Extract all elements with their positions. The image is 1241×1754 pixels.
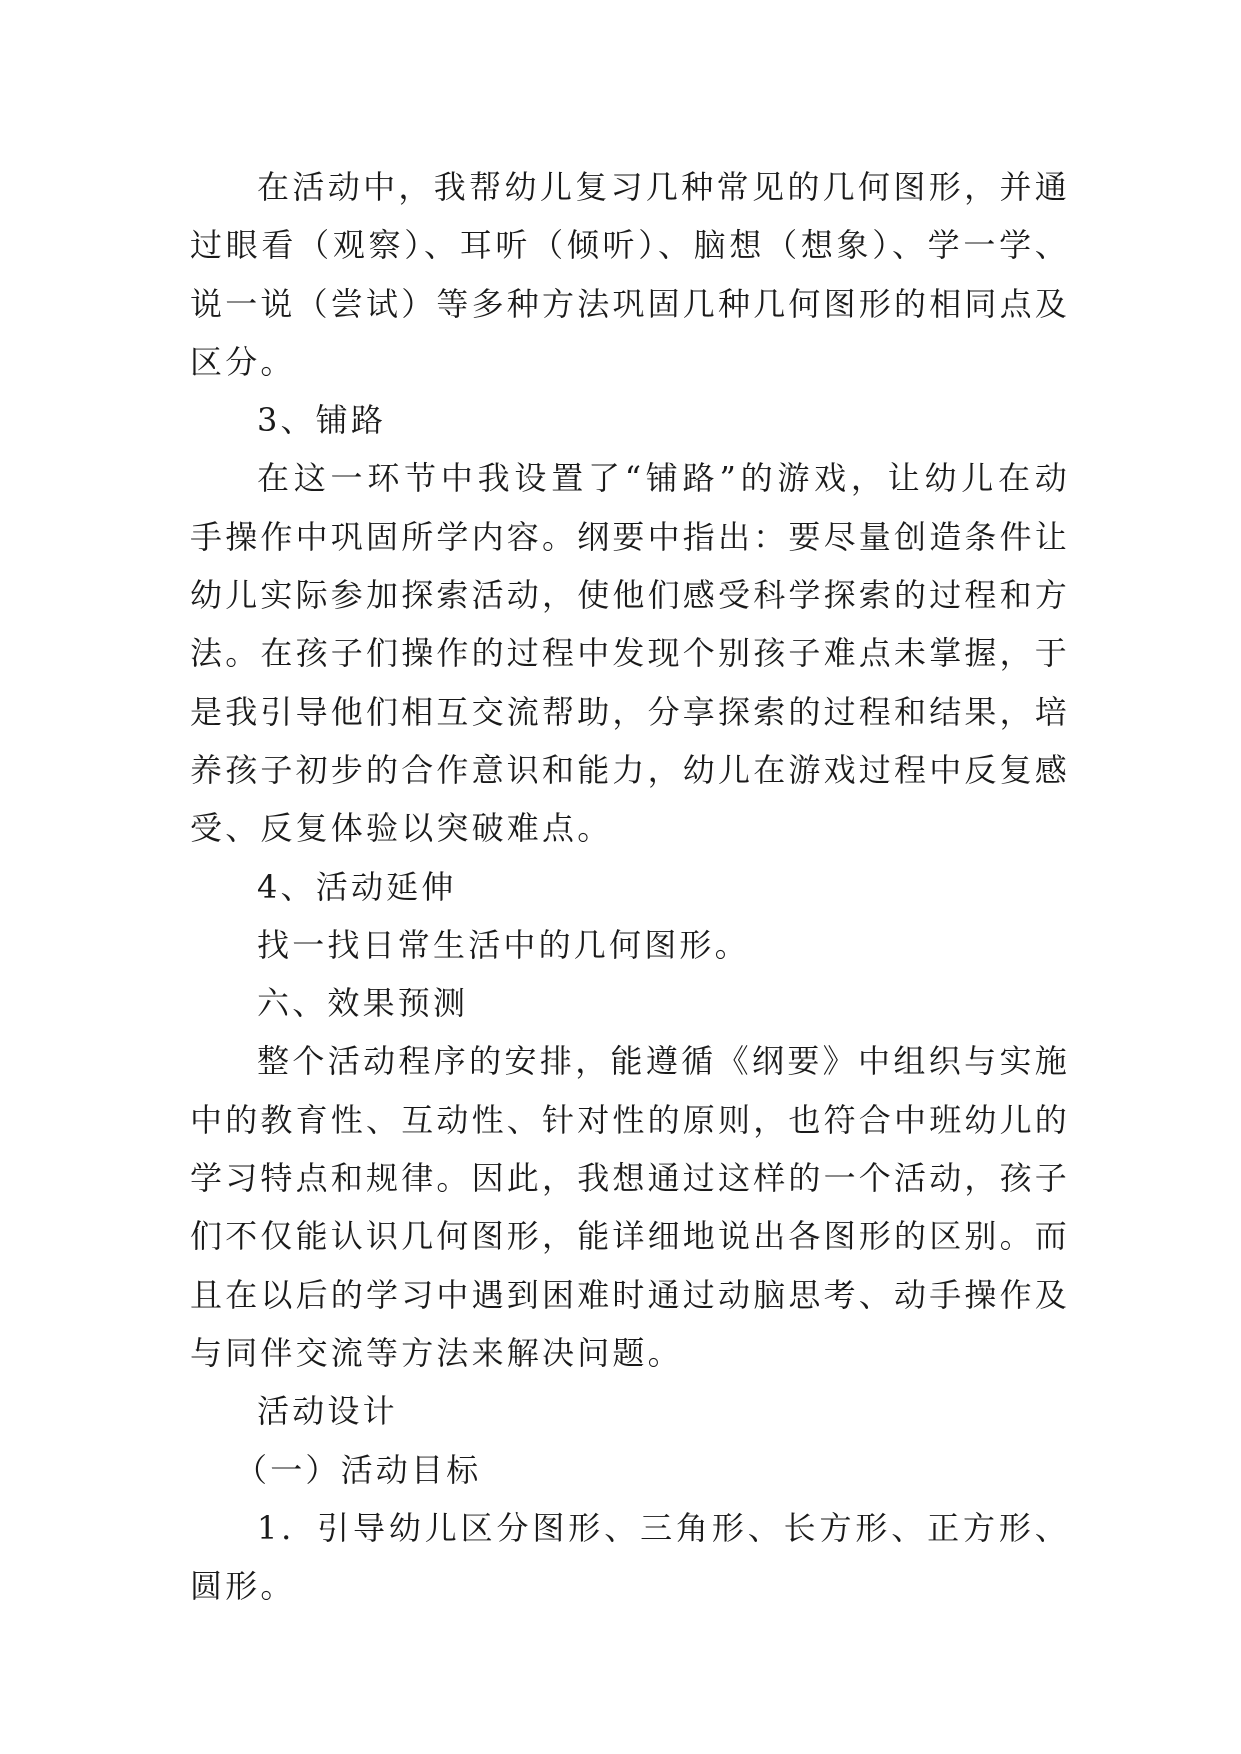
document-body xyxy=(190,158,1070,1615)
paragraph-goal-1: 1．引导幼儿区分图形、三角形、长方形、正方形、圆形。 xyxy=(190,1508,1070,1606)
paragraph-extension: 找一找日常生活中的几何图形。 xyxy=(257,925,750,964)
section-heading-activity-design: 活动设计 xyxy=(257,1392,398,1431)
section-heading-activity-goals: （一）活动目标 xyxy=(235,1450,482,1489)
section-heading-extension: 4、活动延伸 xyxy=(257,867,457,906)
paragraph-review-shapes: 在活动中，我帮幼儿复习几种常见的几何图形，并通过眼看（观察）、耳听（倾听）、脑想（想象）、学一学、说一说（尝试）等多种方法巩固几种几何图形的相同点及区分。 xyxy=(190,168,1071,381)
paragraph-prediction: 整个活动程序的安排，能遵循《纲要》中组织与实施中的教育性、互动性、针对性的原则，也符合中班幼儿的学习特点和规律。因此，我想通过这样的一个活动，孩子们不仅能认识几何图形，能详细地说出各图形的区别。而且在以后的学习中遇到困难时通过动脑思考、动手操作及与同伴交流等方法来解决问题。 xyxy=(190,1042,1071,1372)
section-heading-prediction: 六、效果预测 xyxy=(257,984,469,1023)
section-heading-paving: 3、铺路 xyxy=(257,401,387,440)
paragraph-paving-game: 在这一环节中我设置了“铺路”的游戏，让幼儿在动手操作中巩固所学内容。纲要中指出：要尽量创造条件让幼儿实际参加探索活动，使他们感受科学探索的过程和方法。在孩子们操作的过程中发现个别孩子难点未掌握，于是我引导他们相互交流帮助，分享探索的过程和结果，培养孩子初步的合作意识和能力，幼儿在游戏过程中反复感受、反复体验以突破难点。 xyxy=(190,459,1071,848)
